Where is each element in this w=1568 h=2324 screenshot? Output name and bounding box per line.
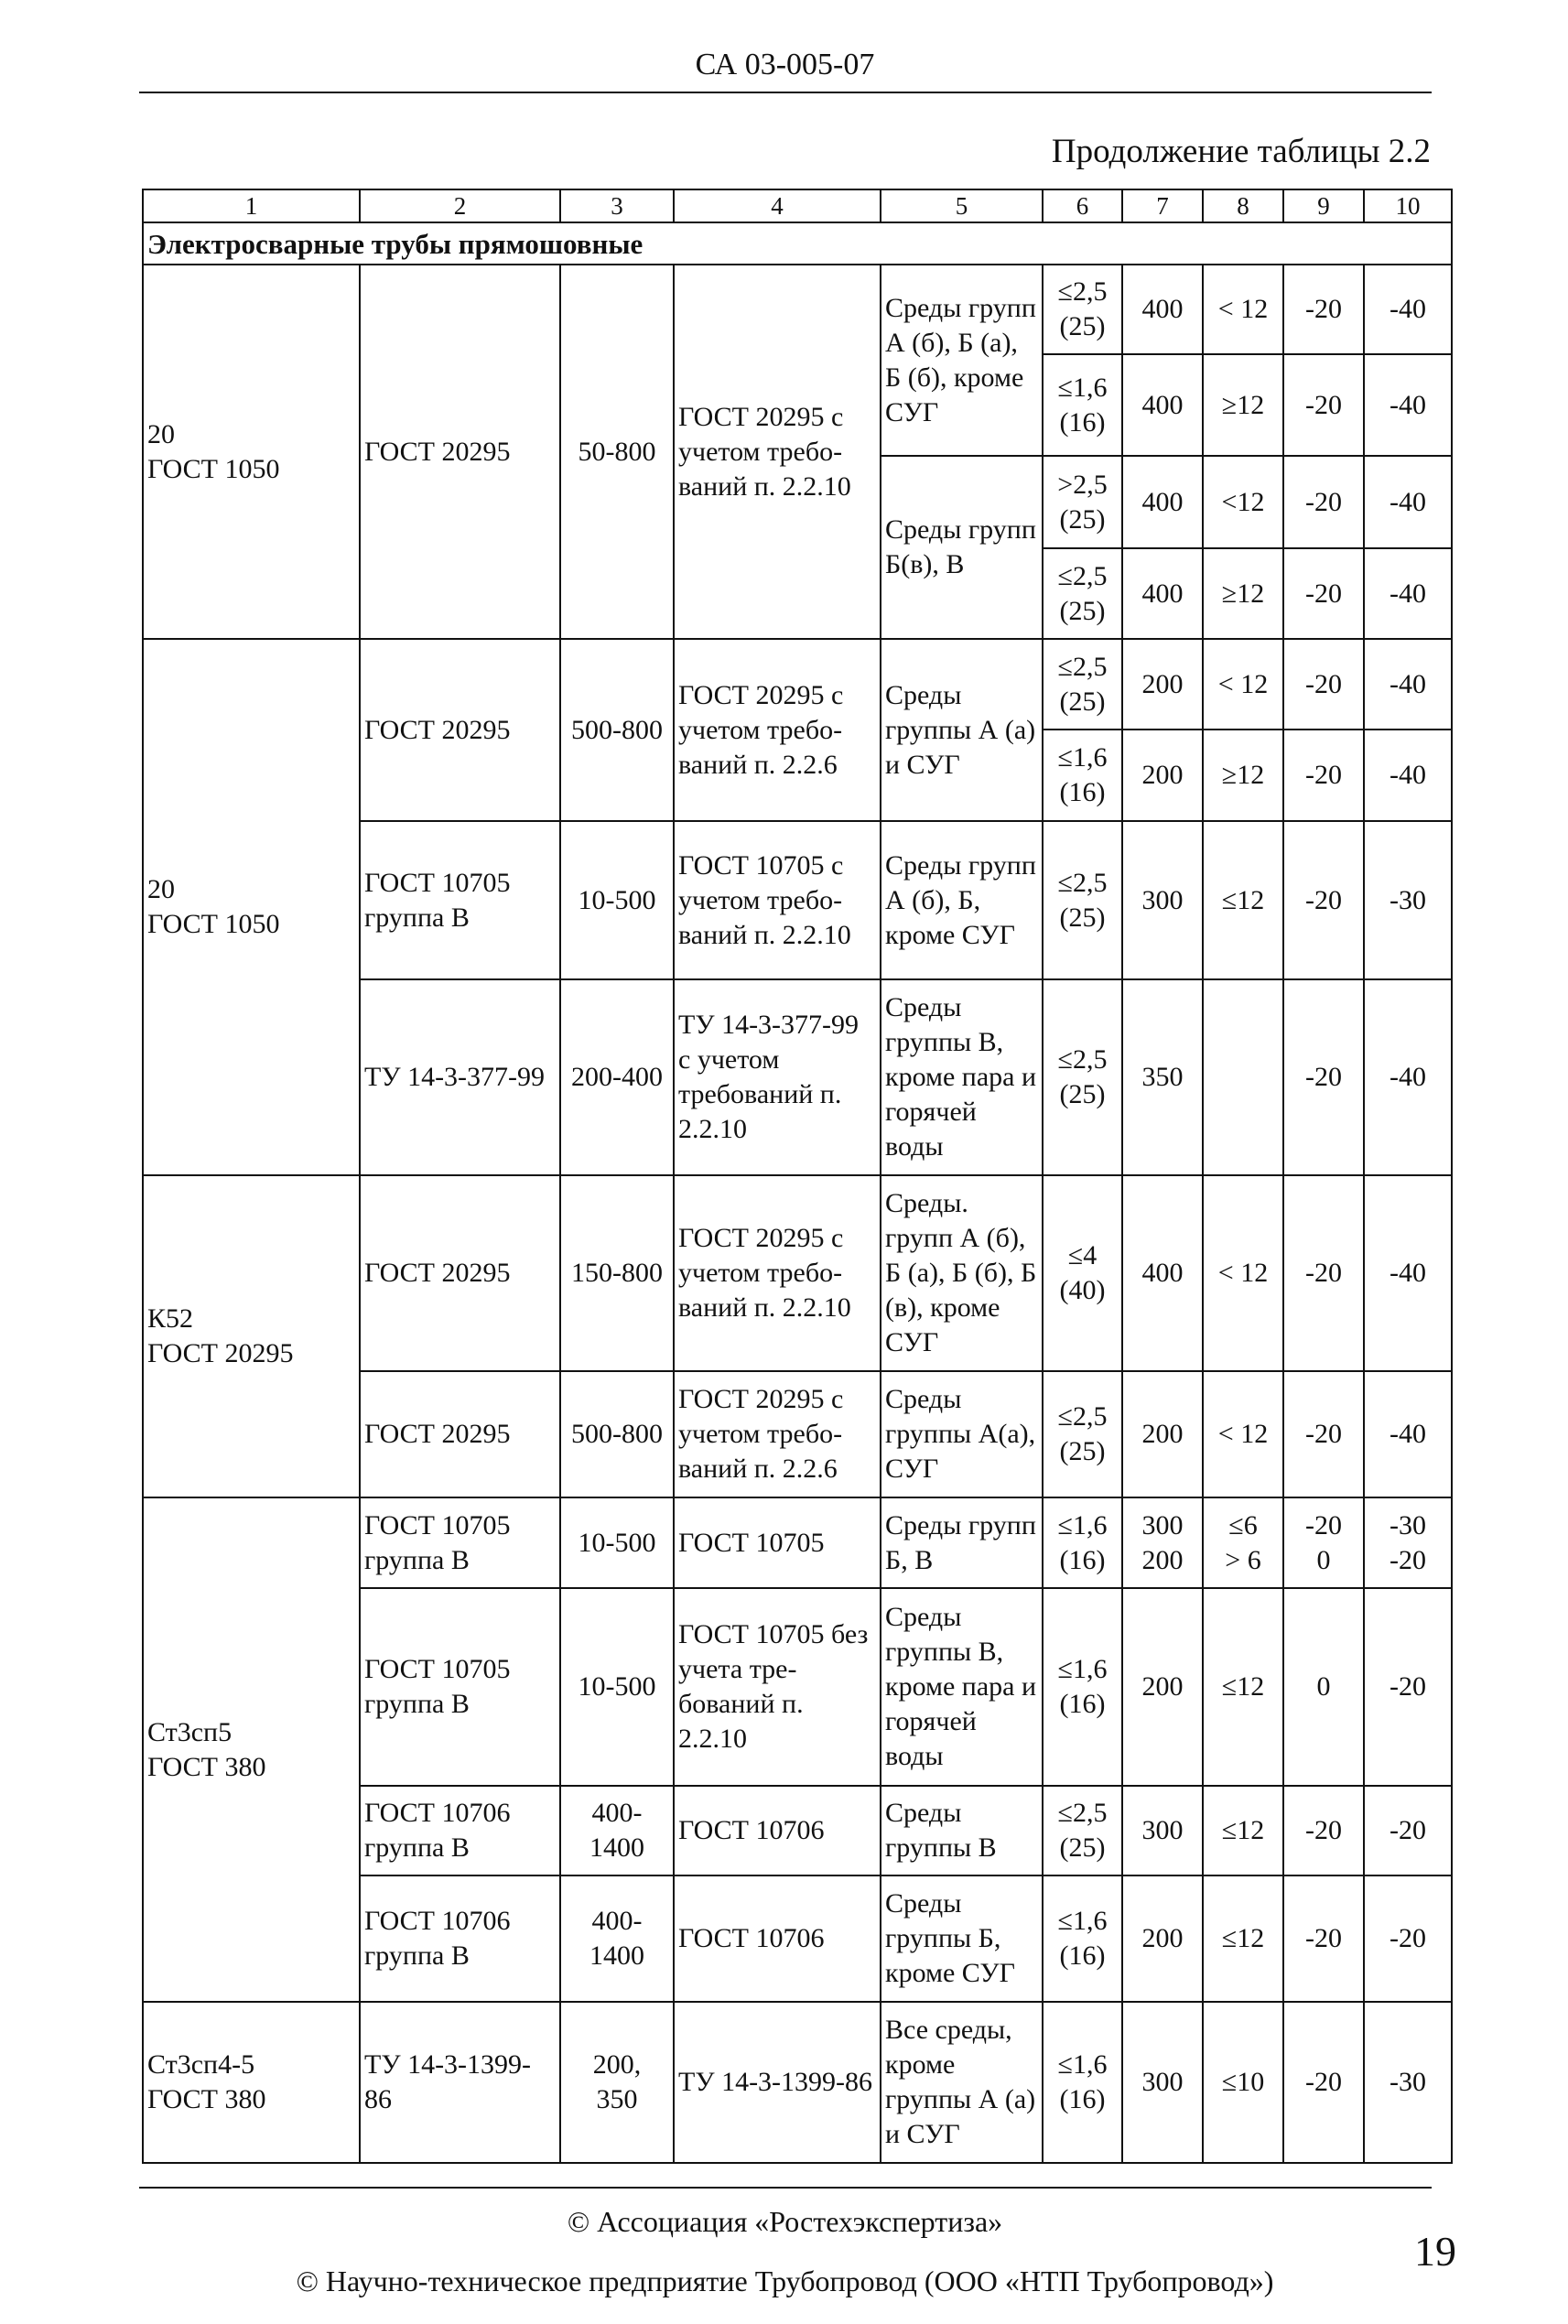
min-temperature-cell: -20: [1283, 456, 1364, 548]
column-number: 10: [1364, 189, 1452, 222]
wall-thickness-cell: < 12: [1203, 1175, 1283, 1371]
technical-requirements-cell: ГОСТ 20295 с учетом требо-ваний п. 2.2.10: [674, 1175, 881, 1371]
max-temperature-cell: 400: [1122, 265, 1203, 354]
max-temperature-cell: 300 200: [1122, 1497, 1203, 1588]
diameter-cell: 150-800: [560, 1175, 674, 1371]
column-number: 8: [1203, 189, 1283, 222]
diameter-cell: 10-500: [560, 1497, 674, 1588]
specs-table: [142, 189, 1453, 2164]
media-cell: Среды групп А (б), Б, кроме СУГ: [881, 821, 1043, 979]
technical-requirements-cell: ГОСТ 10705 с учетом требо-ваний п. 2.2.10: [674, 821, 881, 979]
min-temperature-alt-cell: -40: [1364, 979, 1452, 1175]
wall-thickness-cell: ≤12: [1203, 1875, 1283, 2002]
min-temperature-cell: -20: [1283, 979, 1364, 1175]
min-temperature-alt-cell: -40: [1364, 548, 1452, 639]
min-temperature-cell: -20 0: [1283, 1497, 1364, 1588]
pressure-cell: ≤1,6 (16): [1043, 2002, 1122, 2163]
footer-copyright-company: © Научно-техническое предприятие Трубопровод (ООО «НТП Трубопровод»): [296, 2265, 1274, 2297]
wall-thickness-cell: < 12: [1203, 265, 1283, 354]
min-temperature-cell: -20: [1283, 1175, 1364, 1371]
min-temperature-cell: -20: [1283, 730, 1364, 821]
pressure-cell: ≤2,5 (25): [1043, 1786, 1122, 1875]
min-temperature-cell: -20: [1283, 354, 1364, 456]
column-number: 4: [674, 189, 881, 222]
diameter-cell: 400- 1400: [560, 1786, 674, 1875]
media-cell: Среды группы В: [881, 1786, 1043, 1875]
steel-grade-cell: 20 ГОСТ 1050: [143, 265, 360, 639]
max-temperature-cell: 300: [1122, 2002, 1203, 2163]
page-number: 19: [1414, 2228, 1456, 2275]
technical-requirements-cell: ГОСТ 20295 с учетом требо-ваний п. 2.2.6: [674, 1371, 881, 1497]
column-number: 9: [1283, 189, 1364, 222]
column-number-row: [143, 189, 1452, 222]
technical-requirements-cell: ТУ 14-3-1399-86: [674, 2002, 881, 2163]
pressure-cell: ≤2,5 (25): [1043, 548, 1122, 639]
wall-thickness-cell: <12: [1203, 456, 1283, 548]
min-temperature-alt-cell: -40: [1364, 456, 1452, 548]
diameter-cell: 50-800: [560, 265, 674, 639]
max-temperature-cell: 400: [1122, 1175, 1203, 1371]
header-divider: [139, 92, 1432, 93]
pipe-standard-cell: ГОСТ 20295: [360, 639, 560, 821]
column-number: 2: [360, 189, 560, 222]
technical-requirements-cell: ГОСТ 10705 без учета тре-бований п. 2.2.10: [674, 1588, 881, 1786]
min-temperature-alt-cell: -40: [1364, 730, 1452, 821]
min-temperature-alt-cell: -20: [1364, 1875, 1452, 2002]
section-title: Электросварные трубы прямошовные: [143, 222, 1452, 265]
pipe-standard-cell: ГОСТ 20295: [360, 265, 560, 639]
min-temperature-cell: -20: [1283, 639, 1364, 730]
media-cell: Среды группы В, кроме пара и горячей воды: [881, 979, 1043, 1175]
wall-thickness-cell: < 12: [1203, 639, 1283, 730]
max-temperature-cell: 200: [1122, 639, 1203, 730]
max-temperature-cell: 200: [1122, 1371, 1203, 1497]
max-temperature-cell: 400: [1122, 456, 1203, 548]
table-row: [143, 1175, 1452, 1371]
min-temperature-alt-cell: -20: [1364, 1786, 1452, 1875]
media-cell: Среды групп Б(в), В: [881, 456, 1043, 639]
pressure-cell: ≤1,6 (16): [1043, 1875, 1122, 2002]
pressure-cell: >2,5 (25): [1043, 456, 1122, 548]
pipe-standard-cell: ГОСТ 10705 группа В: [360, 821, 560, 979]
diameter-cell: 200-400: [560, 979, 674, 1175]
technical-requirements-cell: ГОСТ 10706: [674, 1786, 881, 1875]
footer-divider: [139, 2187, 1432, 2189]
table-row: [143, 1497, 1452, 1588]
pipe-standard-cell: ГОСТ 10705 группа В: [360, 1588, 560, 1786]
pipe-standard-cell: ГОСТ 20295: [360, 1175, 560, 1371]
min-temperature-cell: -20: [1283, 265, 1364, 354]
min-temperature-alt-cell: -30: [1364, 821, 1452, 979]
technical-requirements-cell: ТУ 14-3-377-99 с учетом требований п. 2.2.10: [674, 979, 881, 1175]
table-row: [143, 265, 1452, 354]
max-temperature-cell: 200: [1122, 1588, 1203, 1786]
steel-grade-cell: 20 ГОСТ 1050: [143, 639, 360, 1175]
pipe-standard-cell: ГОСТ 10706 группа В: [360, 1875, 560, 2002]
diameter-cell: 500-800: [560, 639, 674, 821]
pipe-standard-cell: ГОСТ 20295: [360, 1371, 560, 1497]
wall-thickness-cell: ≥12: [1203, 354, 1283, 456]
min-temperature-alt-cell: -40: [1364, 639, 1452, 730]
pipe-standard-cell: ГОСТ 10706 группа В: [360, 1786, 560, 1875]
min-temperature-alt-cell: -30 -20: [1364, 1497, 1452, 1588]
min-temperature-cell: -20: [1283, 1875, 1364, 2002]
technical-requirements-cell: ГОСТ 10705: [674, 1497, 881, 1588]
media-cell: Все среды, кроме группы А (а) и СУГ: [881, 2002, 1043, 2163]
wall-thickness-cell: ≤12: [1203, 1786, 1283, 1875]
min-temperature-cell: 0: [1283, 1588, 1364, 1786]
min-temperature-cell: -20: [1283, 821, 1364, 979]
max-temperature-cell: 300: [1122, 1786, 1203, 1875]
min-temperature-alt-cell: -30: [1364, 2002, 1452, 2163]
min-temperature-alt-cell: -20: [1364, 1588, 1452, 1786]
diameter-cell: 200, 350: [560, 2002, 674, 2163]
column-number: 6: [1043, 189, 1122, 222]
diameter-cell: 400- 1400: [560, 1875, 674, 2002]
min-temperature-alt-cell: -40: [1364, 1175, 1452, 1371]
max-temperature-cell: 200: [1122, 730, 1203, 821]
pressure-cell: ≤4 (40): [1043, 1175, 1122, 1371]
diameter-cell: 500-800: [560, 1371, 674, 1497]
pipe-standard-cell: ТУ 14-3-377-99: [360, 979, 560, 1175]
pressure-cell: ≤2,5 (25): [1043, 639, 1122, 730]
wall-thickness-cell: [1203, 979, 1283, 1175]
column-number: 7: [1122, 189, 1203, 222]
wall-thickness-cell: ≥12: [1203, 730, 1283, 821]
wall-thickness-cell: ≤12: [1203, 1588, 1283, 1786]
footer-copyright-association: © Ассоциация «Ростехэкспертиза»: [567, 2205, 1003, 2238]
pressure-cell: ≤2,5 (25): [1043, 265, 1122, 354]
table-continuation-title: Продолжение таблицы 2.2: [1051, 133, 1431, 170]
wall-thickness-cell: ≤6 > 6: [1203, 1497, 1283, 1588]
max-temperature-cell: 350: [1122, 979, 1203, 1175]
pressure-cell: ≤1,6 (16): [1043, 354, 1122, 456]
wall-thickness-cell: ≤10: [1203, 2002, 1283, 2163]
pressure-cell: ≤1,6 (16): [1043, 1588, 1122, 1786]
wall-thickness-cell: ≥12: [1203, 548, 1283, 639]
max-temperature-cell: 400: [1122, 548, 1203, 639]
pipe-standard-cell: ГОСТ 10705 группа В: [360, 1497, 560, 1588]
media-cell: Среды групп А (б), Б (а), Б (б), кроме СУГ: [881, 265, 1043, 456]
min-temperature-cell: -20: [1283, 1371, 1364, 1497]
steel-grade-cell: Ст3сп5 ГОСТ 380: [143, 1497, 360, 2002]
section-row: [143, 222, 1452, 265]
min-temperature-alt-cell: -40: [1364, 354, 1452, 456]
media-cell: Среды группы А (а) и СУГ: [881, 639, 1043, 821]
pressure-cell: ≤2,5 (25): [1043, 979, 1122, 1175]
table-body: [143, 265, 1452, 2163]
max-temperature-cell: 200: [1122, 1875, 1203, 2002]
media-cell: Среды группы А(а), СУГ: [881, 1371, 1043, 1497]
media-cell: Среды группы Б, кроме СУГ: [881, 1875, 1043, 2002]
max-temperature-cell: 300: [1122, 821, 1203, 979]
steel-grade-cell: К52 ГОСТ 20295: [143, 1175, 360, 1497]
media-cell: Среды групп Б, В: [881, 1497, 1043, 1588]
min-temperature-cell: -20: [1283, 1786, 1364, 1875]
technical-requirements-cell: ГОСТ 20295 с учетом требо-ваний п. 2.2.10: [674, 265, 881, 639]
pressure-cell: ≤1,6 (16): [1043, 1497, 1122, 1588]
pressure-cell: ≤2,5 (25): [1043, 1371, 1122, 1497]
steel-grade-cell: Ст3сп4-5 ГОСТ 380: [143, 2002, 360, 2163]
column-number: 3: [560, 189, 674, 222]
column-number: 1: [143, 189, 360, 222]
wall-thickness-cell: < 12: [1203, 1371, 1283, 1497]
pipe-standard-cell: ТУ 14-3-1399-86: [360, 2002, 560, 2163]
min-temperature-alt-cell: -40: [1364, 265, 1452, 354]
technical-requirements-cell: ГОСТ 20295 с учетом требо-ваний п. 2.2.6: [674, 639, 881, 821]
min-temperature-cell: -20: [1283, 2002, 1364, 2163]
min-temperature-cell: -20: [1283, 548, 1364, 639]
min-temperature-alt-cell: -40: [1364, 1371, 1452, 1497]
media-cell: Среды. групп А (б), Б (а), Б (б), Б (в), кроме СУГ: [881, 1175, 1043, 1371]
wall-thickness-cell: ≤12: [1203, 821, 1283, 979]
max-temperature-cell: 400: [1122, 354, 1203, 456]
pressure-cell: ≤2,5 (25): [1043, 821, 1122, 979]
diameter-cell: 10-500: [560, 1588, 674, 1786]
column-number: 5: [881, 189, 1043, 222]
media-cell: Среды группы В, кроме пара и горячей воды: [881, 1588, 1043, 1786]
technical-requirements-cell: ГОСТ 10706: [674, 1875, 881, 2002]
diameter-cell: 10-500: [560, 821, 674, 979]
document-code: СА 03-005-07: [695, 48, 875, 81]
table-row: [143, 639, 1452, 730]
table-row: [143, 2002, 1452, 2163]
pressure-cell: ≤1,6 (16): [1043, 730, 1122, 821]
